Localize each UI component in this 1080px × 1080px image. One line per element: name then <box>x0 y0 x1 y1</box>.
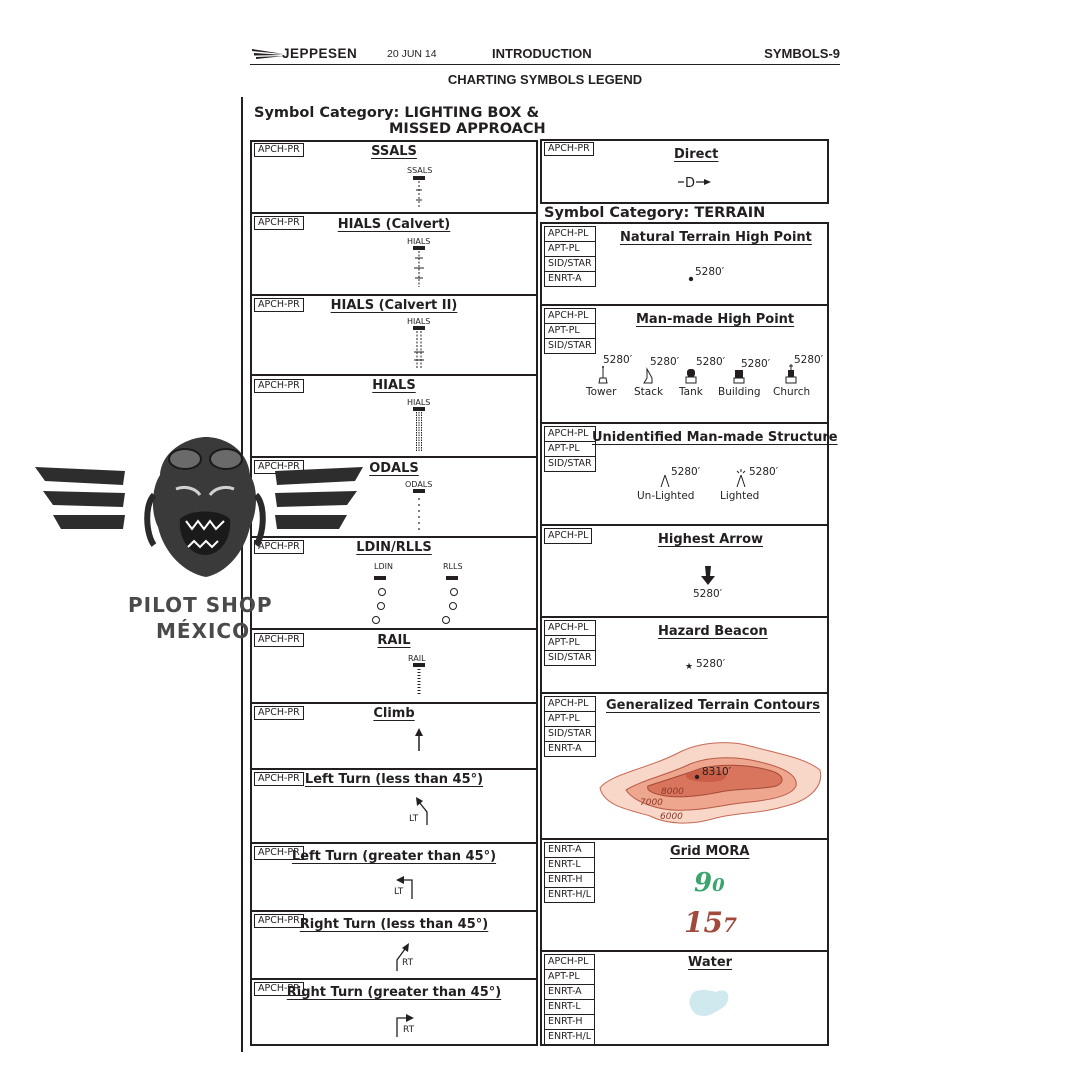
tower-elevation: 5280′ <box>603 354 633 366</box>
box-title: Right Turn (greater than 45°) <box>286 985 502 1000</box>
chart-tag-list: APCH-PL APT-PL SID/STAR ENRT-A <box>544 696 596 757</box>
right-turn-sharp-arrow-icon <box>394 1012 416 1038</box>
symbol-box-hials-calvert-ii <box>250 294 538 376</box>
tower-label: Tower <box>586 386 617 398</box>
chart-tag-list: APCH-PL APT-PL SID/STAR ENRT-A <box>544 226 596 287</box>
elevation-label: 5280′ <box>696 658 726 670</box>
chart-tag: APCH-PR <box>544 142 594 156</box>
box-title: Right Turn (less than 45°) <box>299 917 489 932</box>
chart-tag-list: APCH-PL APT-PL SID/STAR <box>544 426 596 472</box>
stack-icon <box>642 368 654 384</box>
symbol-box-climb <box>250 702 538 770</box>
symbol-label: HIALS <box>407 398 431 407</box>
chart-tag: APCH-PR <box>254 540 304 554</box>
elevation-label: 5280′ <box>695 266 725 278</box>
symbol-box-manmade-high-point <box>540 304 829 424</box>
hials-calvert-ii-icon <box>412 326 426 370</box>
symbol-box-right-turn-greater <box>250 978 538 1046</box>
symbol-box-direct <box>540 139 829 204</box>
contour-label-7000: 7000 <box>640 798 663 808</box>
legend-title: CHARTING SYMBOLS LEGEND <box>447 72 643 87</box>
box-title: HIALS (Calvert II) <box>330 298 458 313</box>
box-title: Water <box>688 955 733 970</box>
elevation-label: 5280′ <box>693 588 723 600</box>
lighted-elevation: 5280′ <box>749 466 779 478</box>
ssals-light-icon <box>412 176 426 210</box>
tower-icon <box>597 366 609 384</box>
tank-icon <box>684 368 698 384</box>
hials-calvert-icon <box>412 246 426 288</box>
category-heading-terrain: Symbol Category: TERRAIN <box>544 205 766 221</box>
symbol-box-water <box>540 950 829 1046</box>
contour-label-8000: 8000 <box>661 787 684 797</box>
symbol-box-hazard-beacon <box>540 616 829 694</box>
symbol-label: SSALS <box>407 166 433 175</box>
chart-tag-list: APCH-PL APT-PL ENRT-A ENRT-L ENRT-H ENRT-H/L <box>544 954 595 1045</box>
box-title: Man-made High Point <box>636 312 795 327</box>
church-elevation: 5280′ <box>794 354 824 366</box>
chart-tag-list: APCH-PL <box>544 528 592 544</box>
brand-name: JEPPESEN <box>282 46 358 61</box>
symbol-label: RT <box>403 1025 415 1035</box>
chart-tag: APCH-PR <box>254 914 304 928</box>
right-turn-arrow-icon <box>394 942 414 972</box>
box-title: Natural Terrain High Point <box>620 230 812 245</box>
chart-tag: APCH-PR <box>254 633 304 647</box>
chart-tag: APCH-PR <box>254 982 304 996</box>
lighted-structure-icon <box>734 468 748 488</box>
symbol-box-unidentified-structure <box>540 422 838 526</box>
watermark-line2: MÉXICO <box>156 619 251 643</box>
box-title: Direct <box>674 147 719 162</box>
symbol-box-natural-terrain <box>540 222 829 306</box>
jeppesen-logo-icon <box>252 48 286 60</box>
hials-icon <box>412 407 426 453</box>
star-icon: ★ <box>685 662 694 672</box>
chart-tag: APCH-PR <box>254 216 304 230</box>
symbol-box-right-turn-less <box>250 910 538 980</box>
chart-tag: APCH-PR <box>254 846 304 860</box>
symbol-label: LT <box>409 814 419 824</box>
mora-value-red: 157 <box>684 906 737 939</box>
watermark-line1: PILOT SHOP <box>128 593 273 617</box>
peak-elevation: 8310′ <box>702 766 732 778</box>
tank-elevation: 5280′ <box>696 356 726 368</box>
climb-arrow-icon <box>412 728 426 752</box>
symbol-box-ssals <box>250 140 538 214</box>
page-number: SYMBOLS-9 <box>764 46 840 61</box>
box-title: Unidentified Man-made Structure <box>592 430 838 445</box>
header-section: INTRODUCTION <box>492 46 592 61</box>
symbol-box-terrain-contours <box>540 692 829 840</box>
building-label: Building <box>718 386 761 398</box>
gorilla-pilot-icon <box>140 435 270 585</box>
chart-tag: APCH-PR <box>254 298 304 312</box>
church-label: Church <box>773 386 811 398</box>
rlls-icon <box>442 576 462 626</box>
water-area-icon <box>688 986 730 1018</box>
chart-tag-list: APCH-PL APT-PL SID/STAR <box>544 620 596 666</box>
box-title: Generalized Terrain Contours <box>606 698 820 713</box>
chart-tag: APCH-PR <box>254 143 304 157</box>
box-title: HIALS (Calvert) <box>337 217 451 232</box>
chart-tag: APCH-PR <box>254 379 304 393</box>
header-date: 20 JUN 14 <box>387 48 437 60</box>
wing-right-icon <box>275 465 370 535</box>
contour-label-6000: 6000 <box>660 812 683 822</box>
tank-label: Tank <box>679 386 703 398</box>
chart-tag: APCH-PR <box>254 460 304 474</box>
box-title: Left Turn (less than 45°) <box>304 772 484 787</box>
page-header <box>250 44 840 65</box>
symbol-label-rlls: RLLS <box>443 562 463 571</box>
box-title: Highest Arrow <box>658 532 764 547</box>
left-turn-sharp-arrow-icon <box>394 874 416 900</box>
wing-left-icon <box>35 465 130 535</box>
symbol-box-left-turn-less <box>250 768 538 844</box>
church-icon <box>784 364 798 384</box>
unlighted-structure-icon <box>660 474 670 488</box>
box-title: LDIN/RLLS <box>356 540 432 555</box>
box-title: ODALS <box>369 461 419 476</box>
mora-value-green: 90 <box>694 868 725 898</box>
building-elevation: 5280′ <box>741 358 771 370</box>
direct-letter: D <box>685 176 696 191</box>
box-title: SSALS <box>371 144 417 159</box>
box-title: Grid MORA <box>670 844 750 859</box>
unlighted-elevation: 5280′ <box>671 466 701 478</box>
pilot-shop-watermark <box>30 435 380 650</box>
box-title: HIALS <box>372 378 416 393</box>
symbol-label: LT <box>394 887 404 897</box>
chart-tag: APCH-PR <box>254 706 304 720</box>
symbol-label: HIALS <box>407 317 431 326</box>
category-heading-lighting: Symbol Category: LIGHTING BOX & MISSED APPROACH <box>254 105 546 137</box>
box-title: Left Turn (greater than 45°) <box>291 849 497 864</box>
building-icon <box>732 368 746 384</box>
box-title: Climb <box>373 706 415 721</box>
box-title: RAIL <box>377 633 411 648</box>
symbol-label: RT <box>402 958 414 968</box>
symbol-label: HIALS <box>407 237 431 246</box>
symbol-box-hials-calvert <box>250 212 538 296</box>
lighted-label: Lighted <box>720 490 760 502</box>
symbol-label: ODALS <box>405 480 433 489</box>
rail-icon <box>412 663 426 697</box>
highest-arrow-icon <box>700 566 716 586</box>
symbol-box-left-turn-greater <box>250 842 538 912</box>
unlighted-label: Un-Lighted <box>637 490 695 502</box>
chart-tag-list: ENRT-A ENRT-L ENRT-H ENRT-H/L <box>544 842 595 903</box>
symbol-box-highest-arrow <box>540 524 829 618</box>
stack-elevation: 5280′ <box>650 356 680 368</box>
box-title: Hazard Beacon <box>658 624 768 639</box>
symbol-label-ldin: LDIN <box>374 562 393 571</box>
stack-label: Stack <box>634 386 664 398</box>
spot-elevation-dot-icon <box>688 276 694 282</box>
chart-tag: APCH-PR <box>254 772 304 786</box>
symbol-label: RAIL <box>408 654 426 663</box>
symbol-box-grid-mora <box>540 838 829 952</box>
odals-icon <box>412 489 426 533</box>
chart-tag-list: APCH-PL APT-PL SID/STAR <box>544 308 596 354</box>
terrain-contour-map-icon <box>590 736 822 828</box>
left-turn-arrow-icon <box>412 796 432 826</box>
